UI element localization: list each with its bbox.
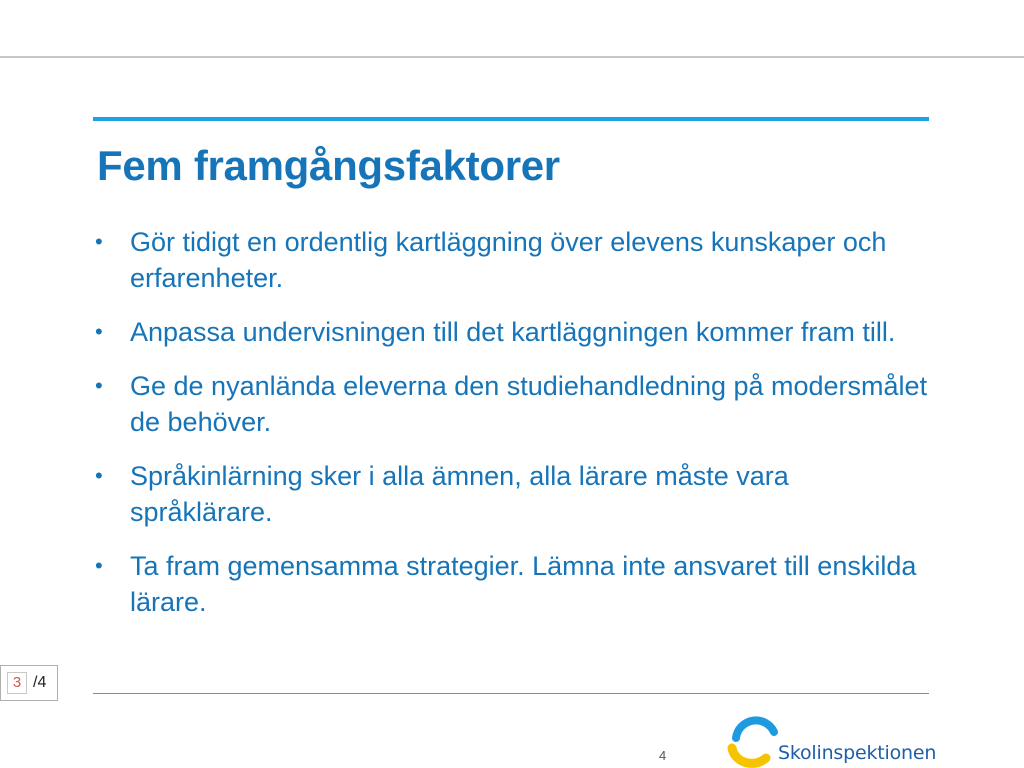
current-page-input[interactable]: 3 (7, 672, 27, 694)
slide-title: Fem framgångsfaktorer (97, 142, 560, 189)
bottom-divider (93, 693, 929, 694)
logo-text: Skolinspektionen (778, 742, 937, 764)
title-rule (93, 117, 929, 121)
bullet-item (93, 368, 929, 440)
bullet-item (93, 548, 929, 620)
bullet-text: Ta fram gemensamma strategier. Lämna inte ansvaret till enskilda lärare. (130, 551, 917, 617)
total-pages-label: /4 (33, 674, 47, 691)
slide-number: 4 (659, 748, 667, 763)
logo-mark-icon (726, 712, 786, 768)
bullet-icon: • (95, 463, 103, 488)
bullet-item (93, 314, 929, 350)
skolinspektionen-logo (726, 712, 937, 768)
bullet-item (93, 224, 929, 296)
bullet-text: Ge de nyanlända eleverna den studiehandledning på modersmålet de behöver. (130, 371, 928, 437)
bullet-text: Gör tidigt en ordentlig kartläggning över elevens kunskaper och erfarenheter. (130, 227, 887, 293)
top-divider (0, 56, 1024, 58)
bullet-icon: • (95, 319, 103, 344)
bullet-icon: • (95, 553, 103, 578)
bullet-icon: • (95, 373, 103, 398)
bullet-item (93, 458, 929, 530)
bullet-text: Språkinlärning sker i alla ämnen, alla lärare måste vara språklärare. (130, 461, 789, 527)
bullet-list (93, 224, 929, 638)
page-counter[interactable] (0, 665, 58, 701)
bullet-icon: • (95, 229, 103, 254)
bullet-text: Anpassa undervisningen till det kartläggningen kommer fram till. (130, 317, 896, 347)
